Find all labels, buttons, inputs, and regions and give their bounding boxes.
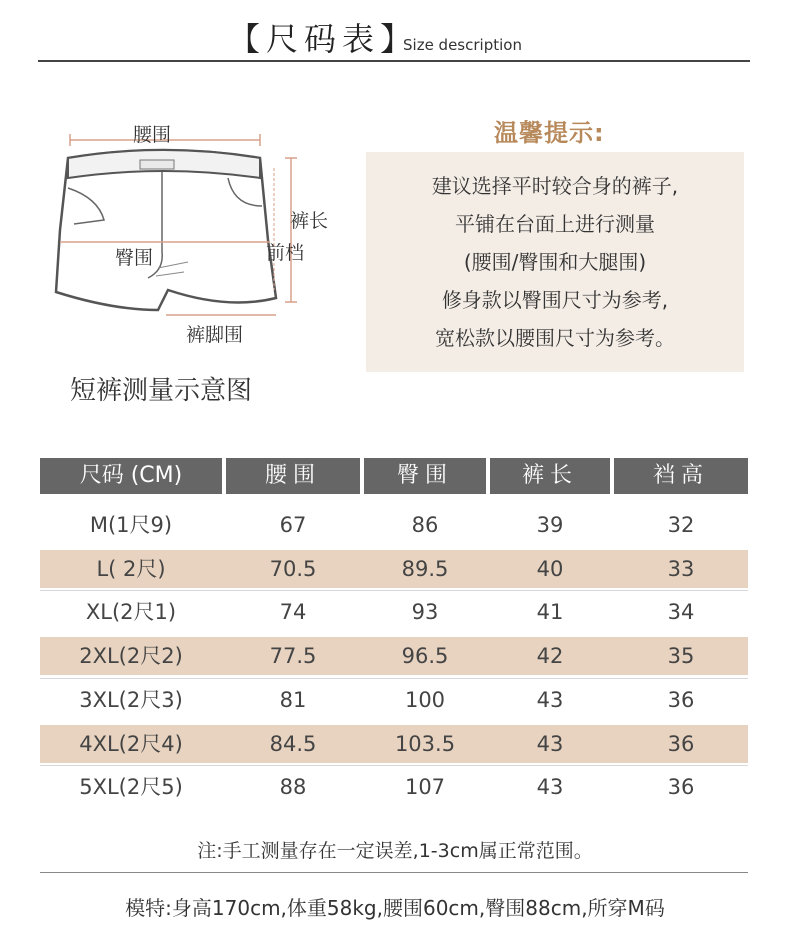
cell-size: XL(2尺1) bbox=[85, 600, 177, 625]
row-separator bbox=[40, 590, 748, 591]
row-separator bbox=[40, 678, 748, 679]
table-row bbox=[40, 725, 748, 763]
cell-hip: 96.5 bbox=[401, 644, 449, 669]
cell-rise: 36 bbox=[667, 687, 695, 712]
cell-rise: 36 bbox=[667, 775, 695, 800]
measurement-note: 注:手工测量存在一定误差,1-3cm属正常范围。 bbox=[197, 840, 593, 862]
row-separator bbox=[40, 765, 748, 766]
cell-length: 41 bbox=[536, 600, 564, 625]
cell-hip: 89.5 bbox=[401, 556, 449, 581]
header-divider bbox=[38, 60, 750, 62]
cell-waist: 67 bbox=[279, 513, 307, 537]
footer-divider bbox=[40, 872, 748, 873]
cell-waist: 88 bbox=[279, 775, 307, 800]
cell-rise: 34 bbox=[667, 600, 695, 625]
cell-rise: 32 bbox=[667, 513, 695, 537]
tips-line: 建议选择平时较合身的裤子, bbox=[431, 174, 679, 198]
cell-length: 43 bbox=[536, 775, 564, 800]
cell-length: 42 bbox=[536, 644, 564, 669]
cell-size: L( 2尺) bbox=[96, 556, 166, 581]
table-header bbox=[40, 458, 748, 494]
cell-hip: 86 bbox=[411, 513, 439, 537]
shorts-measurement-diagram bbox=[38, 110, 348, 350]
model-info: 模特:身高170cm,体重58kg,腰围60cm,臀围88cm,所穿M码 bbox=[125, 896, 665, 920]
cell-waist: 77.5 bbox=[269, 644, 317, 669]
cell-size: 4XL(2尺4) bbox=[79, 731, 183, 756]
table-row bbox=[40, 550, 748, 588]
hem-label: 裤脚围 bbox=[186, 324, 244, 346]
cell-size: 3XL(2尺3) bbox=[79, 687, 183, 712]
cell-hip: 93 bbox=[411, 600, 439, 625]
size-chart-subtitle: Size description bbox=[403, 36, 522, 54]
tips-line: (腰围/臀围和大腿围) bbox=[463, 250, 647, 274]
cell-rise: 33 bbox=[667, 556, 695, 581]
header-size: 尺码 (CM) bbox=[40, 458, 222, 494]
tips-line: 修身款以臀围尺寸为参考, bbox=[441, 288, 669, 312]
table-row bbox=[40, 768, 748, 806]
cell-rise: 35 bbox=[667, 644, 695, 669]
cell-size: 2XL(2尺2) bbox=[79, 644, 183, 669]
hip-label: 臀围 bbox=[115, 247, 154, 269]
label-patch bbox=[140, 160, 174, 169]
cell-waist: 84.5 bbox=[269, 731, 317, 756]
table-row bbox=[40, 593, 748, 631]
cell-hip: 107 bbox=[404, 775, 446, 800]
header-hip: 臀围 bbox=[364, 458, 486, 494]
cell-length: 40 bbox=[536, 556, 564, 581]
length-label: 裤长 bbox=[290, 210, 329, 232]
table-row bbox=[40, 506, 748, 544]
header-rise: 裆高 bbox=[614, 458, 748, 494]
table-row bbox=[40, 637, 748, 675]
header-waist: 腰围 bbox=[226, 458, 360, 494]
cell-hip: 103.5 bbox=[394, 731, 456, 756]
rise-label: 前档 bbox=[266, 242, 305, 264]
tips-line: 宽松款以腰围尺寸为参考。 bbox=[435, 326, 675, 350]
header-length: 裤长 bbox=[490, 458, 610, 494]
tips-title: 温馨提示: bbox=[494, 119, 605, 147]
tips-line: 平铺在台面上进行测量 bbox=[455, 212, 655, 236]
cell-hip: 100 bbox=[404, 687, 446, 712]
diagram-caption: 短裤测量示意图 bbox=[70, 376, 253, 406]
table-row bbox=[40, 681, 748, 719]
cell-length: 39 bbox=[536, 513, 564, 537]
cell-size: 5XL(2尺5) bbox=[79, 775, 183, 800]
size-chart-title: 【尺码表】 bbox=[228, 20, 419, 58]
cell-length: 43 bbox=[536, 687, 564, 712]
cell-length: 43 bbox=[536, 731, 564, 756]
cell-rise: 36 bbox=[667, 731, 695, 756]
tips-box bbox=[366, 152, 744, 372]
cell-waist: 81 bbox=[279, 687, 307, 712]
cell-waist: 70.5 bbox=[269, 556, 317, 581]
cell-size: M(1尺9) bbox=[89, 513, 173, 537]
waist-label: 腰围 bbox=[133, 124, 172, 146]
cell-waist: 74 bbox=[279, 600, 307, 625]
